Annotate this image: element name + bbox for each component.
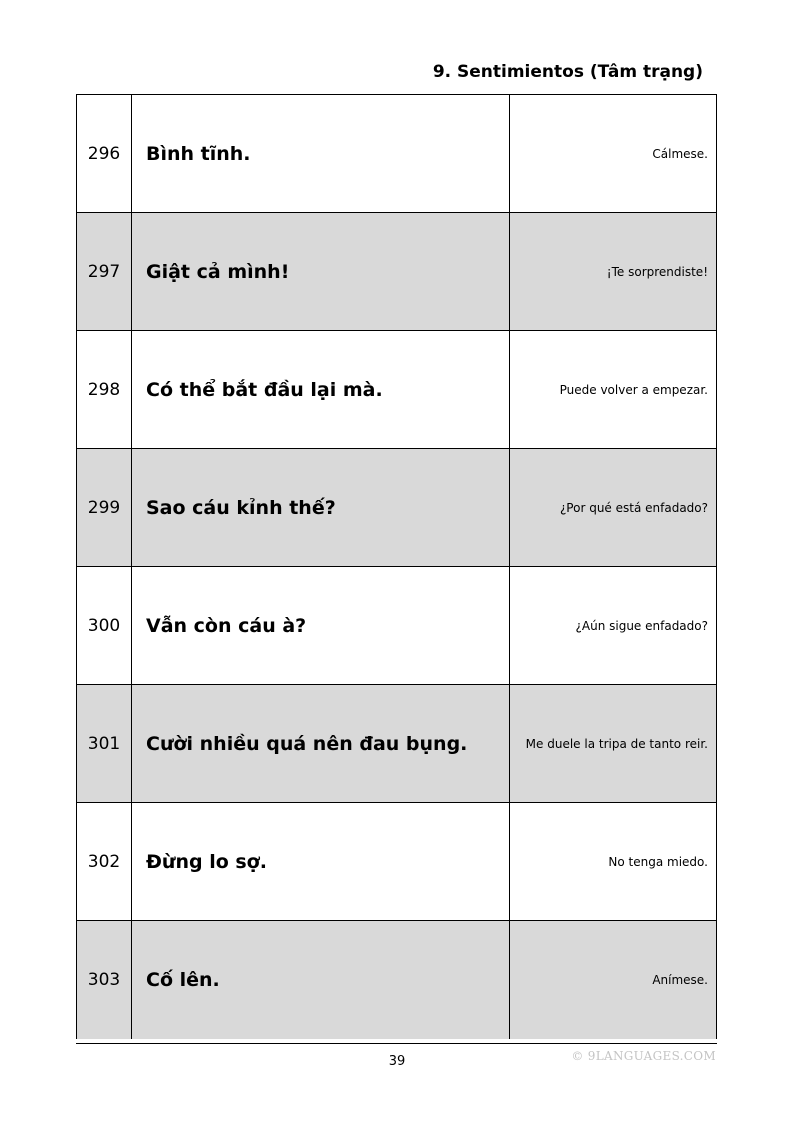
phrase-number: 303 — [76, 921, 132, 1039]
phrase-number: 301 — [76, 685, 132, 802]
vietnamese-phrase: Cố lên. — [132, 921, 510, 1039]
table-row — [76, 685, 717, 803]
spanish-translation: ¿Por qué está enfadado? — [510, 449, 717, 566]
table-bottom-rule — [76, 1043, 717, 1044]
vietnamese-phrase: Đừng lo sợ. — [132, 803, 510, 920]
phrase-number: 299 — [76, 449, 132, 566]
spanish-translation: No tenga miedo. — [510, 803, 717, 920]
phrase-number: 296 — [76, 95, 132, 212]
table-row — [76, 567, 717, 685]
spanish-translation: ¿Aún sigue enfadado? — [510, 567, 717, 684]
vietnamese-phrase: Bình tĩnh. — [132, 95, 510, 212]
table-row — [76, 95, 717, 213]
spanish-translation: Me duele la tripa de tanto reir. — [510, 685, 717, 802]
spanish-translation: ¡Te sorprendiste! — [510, 213, 717, 330]
phrase-number: 298 — [76, 331, 132, 448]
copyright-watermark: © 9LANGUAGES.COM — [571, 1049, 716, 1063]
section-title: 9. Sentimientos (Tâm trạng) — [432, 62, 703, 82]
spanish-translation: Anímese. — [510, 921, 717, 1039]
vietnamese-phrase: Cười nhiều quá nên đau bụng. — [132, 685, 510, 802]
vietnamese-phrase: Sao cáu kỉnh thế? — [132, 449, 510, 566]
vietnamese-phrase: Giật cả mình! — [132, 213, 510, 330]
table-row — [76, 331, 717, 449]
vietnamese-phrase: Có thể bắt đầu lại mà. — [132, 331, 510, 448]
table-row — [76, 803, 717, 921]
spanish-translation: Puede volver a empezar. — [510, 331, 717, 448]
table-row — [76, 213, 717, 331]
phrase-table — [76, 94, 717, 1039]
spanish-translation: Cálmese. — [510, 95, 717, 212]
vietnamese-phrase: Vẫn còn cáu à? — [132, 567, 510, 684]
phrase-number: 300 — [76, 567, 132, 684]
table-row — [76, 921, 717, 1039]
page-number: 39 — [388, 1054, 406, 1069]
phrase-number: 297 — [76, 213, 132, 330]
table-row — [76, 449, 717, 567]
phrase-number: 302 — [76, 803, 132, 920]
